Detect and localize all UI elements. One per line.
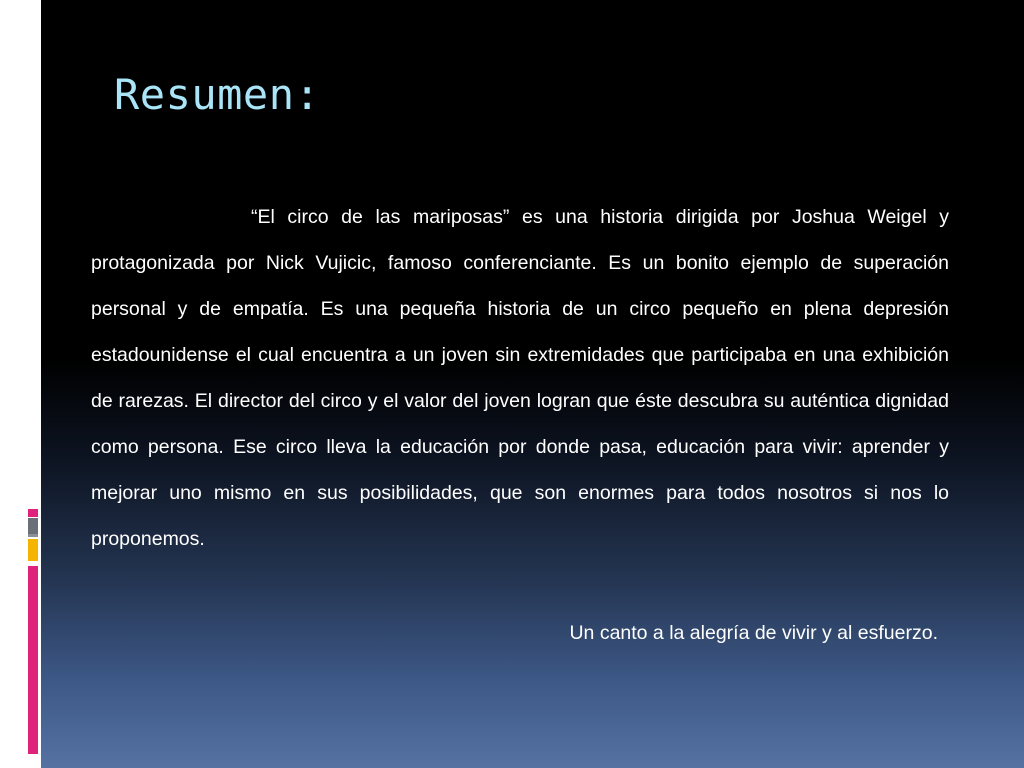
accent-stripe-yellow — [28, 539, 38, 561]
accent-stripe-gray-thin — [28, 534, 38, 537]
closing-line: Un canto a la alegría de vivir y al esfuerzo. — [569, 622, 938, 644]
accent-stripe-pink-small — [28, 509, 38, 517]
slide-title: Resumen: — [114, 70, 321, 119]
accent-stripe-gray — [28, 518, 38, 534]
summary-paragraph: “El circo de las mariposas” es una historia dirigida por Joshua Weigel y protagonizada por Nick Vujicic, famoso conferenciante. Es un bonito ejemplo de superación personal y de empatía. Es una pequeña historia de un circo pequeño en plena depresión estadounidense el cual encuentra a un joven sin extremidades que participaba en una exhibición de rarezas. El director del circo y el valor del joven logran que éste descubra su auténtica dignidad como persona. Ese circo lleva la educación por donde pasa, educación para vivir: aprender y mejorar uno mismo en sus posibilidades, que son enormes para todos nosotros si nos lo proponemos. — [91, 206, 949, 550]
accent-stripe-pink-long — [28, 566, 38, 754]
